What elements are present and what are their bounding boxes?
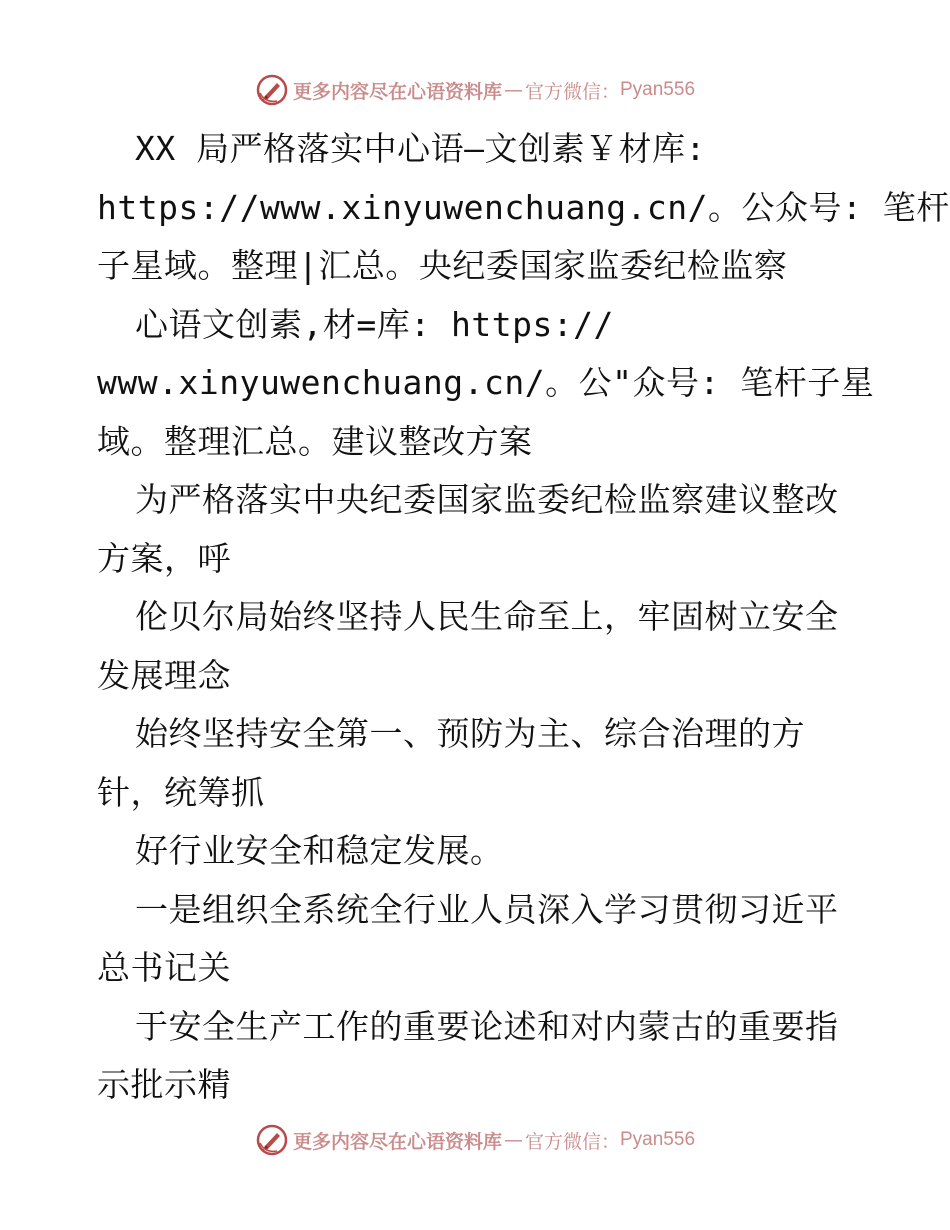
document-line: 示批示精 bbox=[97, 1065, 231, 1104]
watermark-wechat-id: Pyan556 bbox=[620, 79, 696, 100]
document-line: 为严格落实中央纪委国家监委纪检监察建议整改 bbox=[135, 480, 839, 519]
watermark-separator: — bbox=[503, 79, 523, 101]
watermark-brand-text: 更多内容尽在心语资料库 bbox=[292, 1130, 502, 1153]
pen-circle-logo-icon bbox=[255, 73, 289, 107]
watermark-brand-text: 更多内容尽在心语资料库 bbox=[292, 80, 502, 103]
document-line: 始终坚持安全第一、预防为主、综合治理的方 bbox=[135, 714, 805, 753]
watermark-wechat-label: 官方微信： bbox=[524, 80, 620, 103]
document-line: XX 局严格落实中心语—文创素￥材库: bbox=[135, 129, 706, 168]
document-line: 好行业安全和稳定发展。 bbox=[135, 831, 504, 870]
document-line: 心语文创素,材=库: https:// bbox=[135, 304, 614, 344]
watermark-wechat-id: Pyan556 bbox=[620, 1129, 696, 1150]
watermark-separator: — bbox=[503, 1129, 523, 1151]
footer-watermark bbox=[0, 1120, 950, 1160]
document-line: 伦贝尔局始终坚持人民生命至上，牢固树立安全 bbox=[135, 597, 839, 636]
document-body bbox=[97, 120, 950, 1115]
document-line: 一是组织全系统全行业人员深入学习贯彻习近平 bbox=[135, 889, 839, 929]
document-line: https://www.xinyuwenchuang.cn/。公众号: 笔杆 bbox=[97, 187, 950, 227]
document-line: www.xinyuwenchuang.cn/。公"众号: 笔杆子星 bbox=[97, 363, 875, 402]
document-line: 总书记关 bbox=[97, 948, 231, 987]
document-line: 子星域。整理|汇总。央纪委国家监委纪检监察 bbox=[97, 246, 788, 285]
header-watermark bbox=[0, 70, 950, 110]
document-line: 发展理念 bbox=[97, 655, 231, 695]
document-line: 方案，呼 bbox=[97, 538, 231, 578]
document-line: 域。整理汇总。建议整改方案 bbox=[97, 421, 533, 461]
document-line: 针，统筹抓 bbox=[97, 772, 265, 812]
document-line: 于安全生产工作的重要论述和对内蒙古的重要指 bbox=[135, 1006, 839, 1046]
pen-circle-logo-icon bbox=[255, 1123, 289, 1157]
watermark-wechat-label: 官方微信： bbox=[524, 1130, 620, 1153]
